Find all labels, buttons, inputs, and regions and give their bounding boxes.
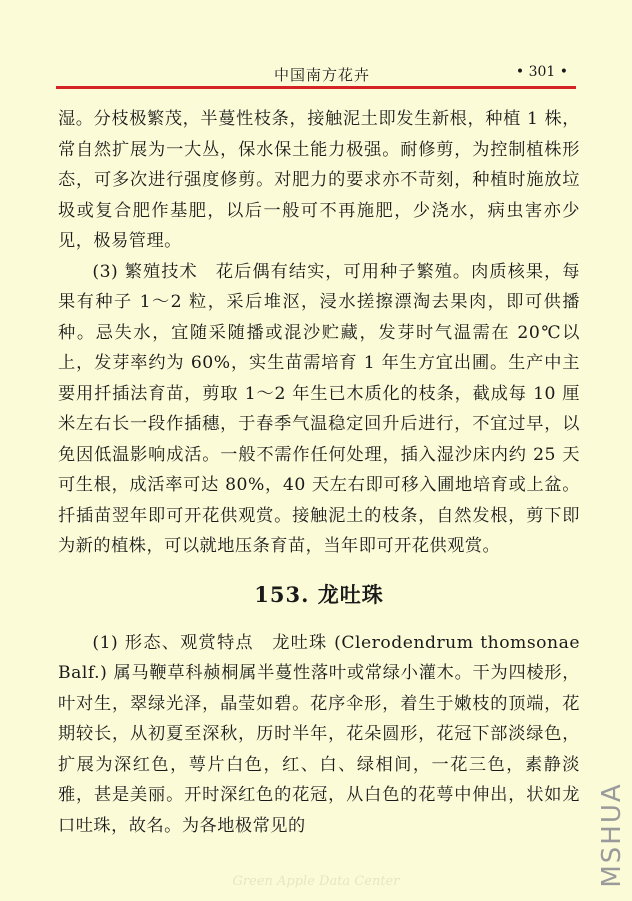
watermark: Green Apple Data Center: [232, 874, 400, 889]
running-header: [56, 64, 576, 86]
page-body: [58, 104, 580, 841]
header-rule: [56, 86, 576, 89]
side-watermark: MSHUA: [597, 782, 627, 888]
paragraph-propagation: (3) 繁殖技术 花后偶有结实，可用种子繁殖。肉质核果，每果有种子 1～2 粒，采后堆沤，浸水搓擦漂淘去果肉，即可供播种。忌失水，宜随采随播或混沙贮藏，发芽时气温需在 20℃以上，发芽率约为 60%，实生苗需培育 1 年生方宜出圃。生产中主要用扦插法育苗，剪取 1～2 年生已木质化的枝条，截成每 10 厘米左右长一段作插穗，于春季气温稳定回升后进行，不宜过早，以免因低温影响成活。一般不需作任何处理，插入湿沙床内约 25 天可生根，成活率可达 80%，40 天左右即可移入圃地培育或上盆。扦插苗翌年即可开花供观赏。接触泥土的枝条，自然发根，剪下即为新的植株，可以就地压条育苗，当年即可开花供观赏。: [58, 261, 580, 556]
paragraph-continued: 湿。分枝极繁茂，半蔓性枝条，接触泥土即发生新根，种植 1 株，常自然扩展为一大丛，保水保土能力极强。耐修剪，为控制植株形态，可多次进行强度修剪。对肥力的要求亦不苛刻，种植时施放垃圾或复合肥作基肥，以后一般可不再施肥，少浇水，病虫害亦少见，极易管理。: [58, 109, 580, 251]
section-title: 153. 龙吐珠: [254, 581, 384, 607]
page-number: • 301 •: [515, 64, 568, 80]
paragraph-morphology: (1) 形态、观赏特点 龙吐珠 (Clerodendrum thomsonae Balf.) 属马鞭草科赪桐属半蔓性落叶或常绿小灌木。干为四棱形，叶对生，翠绿光泽，晶莹如碧。花序伞形，着生于嫩枝的顶端，花期较长，从初夏至深秋，历时半年，花朵圆形，花冠下部淡绿色，扩展为深红色，萼片白色，红、白、绿相间，一花三色，素静淡雅，甚是美丽。开时深红色的花冠，从白色的花萼中伸出，状如龙口吐珠，故名。为各地极常见的: [58, 632, 580, 836]
header-title: 中国南方花卉: [274, 66, 371, 84]
